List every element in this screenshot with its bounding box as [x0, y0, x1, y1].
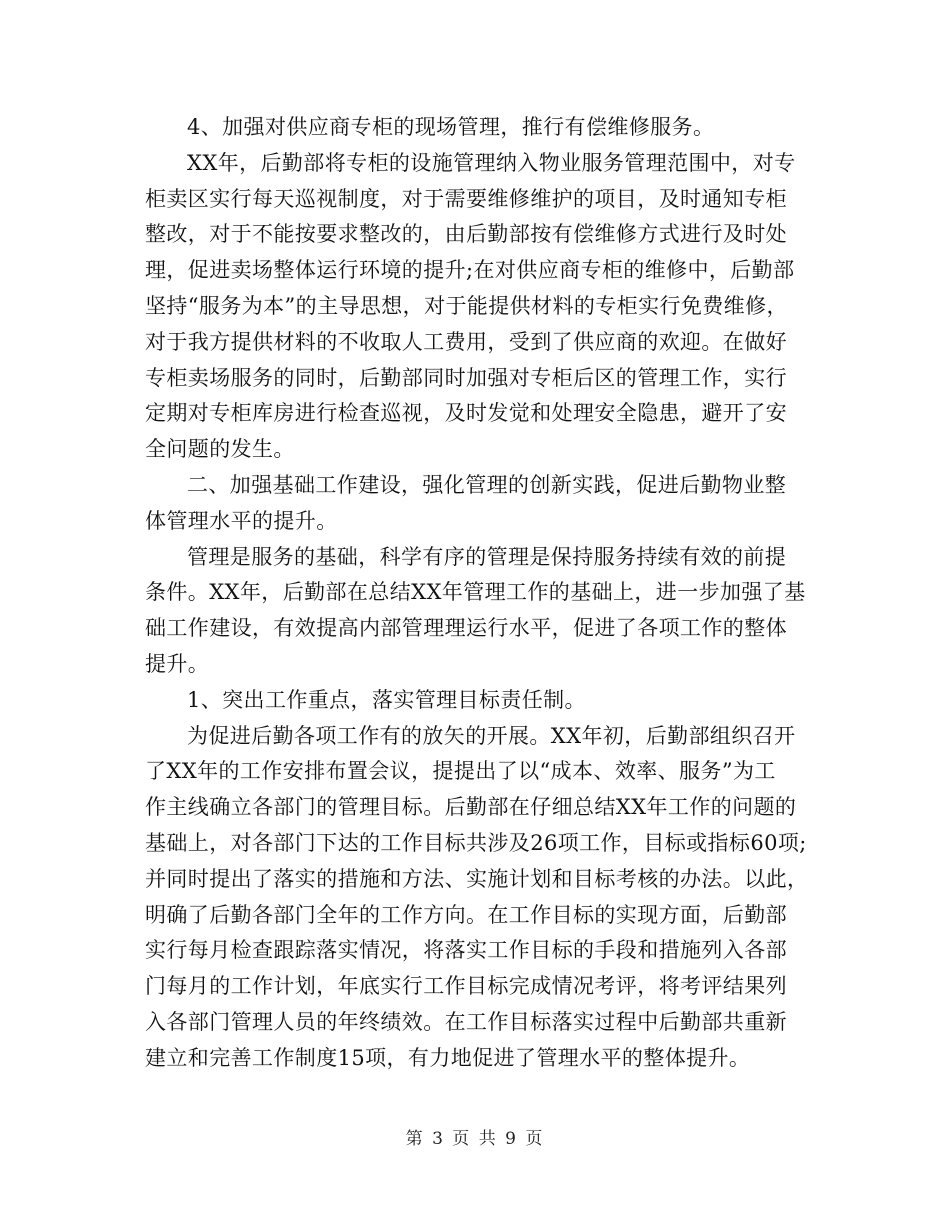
paragraph-line: 柜卖区实行每天巡视制度，对于需要维修维护的项目，及时通知专柜: [145, 186, 787, 211]
paragraph-line: 础工作建设，有效提高内部管理理运行水平，促进了各项工作的整体: [145, 616, 787, 641]
paragraph-line: 实行每月检查跟踪落实情况，将落实工作目标的手段和措施列入各部: [145, 938, 787, 963]
paragraph-line: 条件。XX年，后勤部在总结XX年管理工作的基础上，进一步加强了基: [145, 580, 806, 605]
paragraph-line: 作主线确立各部门的管理目标。后勤部在仔细总结XX年工作的问题的: [145, 795, 797, 820]
paragraph-line: 坚持“服务为本”的主导思想，对于能提供材料的专柜实行免费维修，: [145, 293, 788, 318]
paragraph-line: 建立和完善工作制度15项，有力地促进了管理水平的整体提升。: [145, 1045, 751, 1070]
section-heading-2-cont: 体管理水平的提升。: [145, 508, 338, 533]
paragraph-line: XX年，后勤部将专柜的设施管理纳入物业服务管理范围中，对专: [187, 150, 796, 175]
paragraph-line: 明确了后勤各部门全年的工作方向。在工作目标的实现方面，后勤部: [145, 902, 787, 927]
paragraph-line: 专柜卖场服务的同时，后勤部同时加强对专柜后区的管理工作，实行: [145, 365, 787, 390]
page-number-footer: 第 3 页 共 9 页: [405, 1129, 545, 1149]
section-heading-2: 二、加强基础工作建设，强化管理的创新实践，促进后勤物业整: [187, 472, 787, 497]
section-heading-1: 1、突出工作重点，落实管理目标责任制。: [187, 687, 586, 712]
document-body: [145, 110, 810, 1077]
paragraph-line: 并同时提出了落实的措施和方法、实施计划和目标考核的办法。以此，: [145, 866, 809, 891]
paragraph-line: 了XX年的工作安排布置会议，提提出了以“成本、效率、服务”为工: [145, 759, 776, 784]
paragraph-line: 门每月的工作计划，年底实行工作目标完成情况考评，将考评结果列: [145, 974, 787, 999]
paragraph-line: 管理是服务的基础，科学有序的管理是保持服务持续有效的前提: [187, 544, 787, 569]
paragraph-line: 定期对专柜库房进行检查巡视，及时发觉和处理安全隐患，避开了安: [145, 401, 787, 426]
section-heading-4: 4、加强对供应商专柜的现场管理，推行有偿维修服务。: [187, 115, 715, 139]
paragraph-line: 理，促进卖场整体运行环境的提升;在对供应商专柜的维修中，后勤部: [145, 258, 795, 283]
paragraph-line: 提升。: [145, 651, 210, 676]
paragraph-line: 基础上，对各部门下达的工作目标共涉及26项工作，目标或指标60项;: [145, 830, 807, 855]
paragraph-line: 为促进后勤各项工作有的放矢的开展。XX年初，后勤部组织召开: [187, 723, 796, 748]
paragraph-line: 整改，对于不能按要求整改的，由后勤部按有偿维修方式进行及时处: [145, 222, 787, 247]
paragraph-line: 对于我方提供材料的不收取人工费用，受到了供应商的欢迎。在做好: [145, 329, 787, 354]
paragraph-line: 入各部门管理人员的年终绩效。在工作目标落实过程中后勤部共重新: [145, 1009, 787, 1034]
paragraph-line: 全问题的发生。: [145, 437, 295, 462]
